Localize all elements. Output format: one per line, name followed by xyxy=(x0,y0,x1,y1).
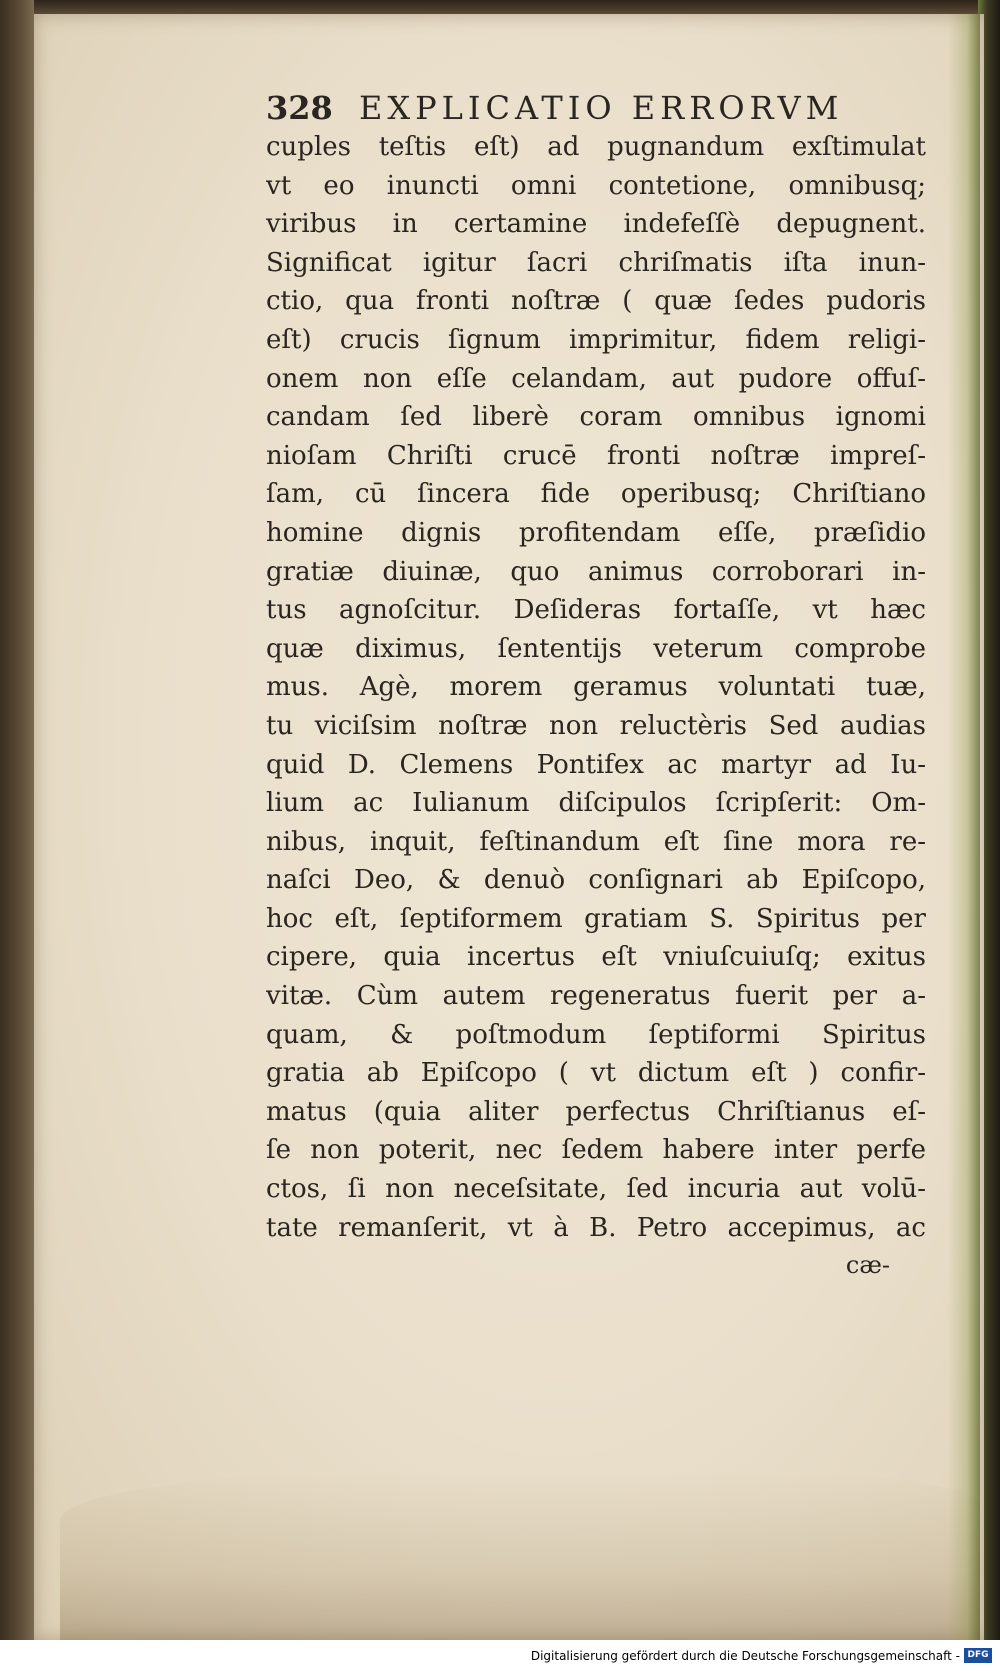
footer-strip xyxy=(0,1640,1000,1671)
text-line: tate remanſerit, vt à B. Petro accepimus, ac xyxy=(266,1212,926,1243)
text-line: quam, & poſtmodum ſeptiformi Spiritus xyxy=(266,1019,926,1050)
text-line: mus. Agè, morem geramus voluntati tuæ, xyxy=(266,672,926,703)
text-line: ctio, qua fronti noſtræ ( quæ ſedes pudoris xyxy=(266,286,926,317)
text-line: ctos, ſi non neceſsitate, ſed incuria aut volū- xyxy=(266,1174,926,1205)
book-edge-top xyxy=(0,0,1000,14)
running-head: EXPLICATIO ERRORVM xyxy=(358,89,844,127)
text-line: gratia ab Epiſcopo ( vt dictum eſt ) confir- xyxy=(266,1058,926,1089)
text-line: naſci Deo, & denuò conſignari ab Epiſcopo, xyxy=(266,865,926,896)
text-line: gratiæ diuinæ, quo animus corroborari in- xyxy=(266,556,926,587)
text-line: nibus, inquit, feſtinandum eſt ſine mora re- xyxy=(266,826,926,857)
book-edge-left xyxy=(0,0,34,1640)
text-line: ſe non poterit, nec ſedem habere inter perfe xyxy=(266,1135,926,1166)
text-line: candam ſed liberè coram omnibus ignomi xyxy=(266,402,926,433)
dfg-logo: DFG xyxy=(964,1648,992,1663)
text-line: onem non eſſe celandam, aut pudore offuſ- xyxy=(266,363,926,394)
text-line: homine dignis profitendam eſſe, præſidio xyxy=(266,517,926,548)
footer-credit: Digitalisierung gefördert durch die Deutsche Forschungsgemeinschaft - xyxy=(530,1649,960,1663)
text-line: eſt) crucis ſignum imprimitur, fidem religi- xyxy=(266,324,926,355)
page-edge-stain xyxy=(948,14,980,1640)
text-line: tu viciſsim noſtræ non reluctèris Sed audias xyxy=(266,710,926,741)
text-line: nioſam Chriſti crucē fronti noſtræ impreſ- xyxy=(266,440,926,471)
text-line: ſam, cū ſincera fide operibusq; Chriſtiano xyxy=(266,479,926,510)
body-text xyxy=(266,128,926,1247)
text-line: viribus in certamine indefeſſè depugnent. xyxy=(266,209,926,240)
text-line: cuples teſtis eſt) ad pugnandum exſtimulat xyxy=(266,132,926,162)
page-wear xyxy=(60,1470,980,1640)
text-line: hoc eſt, ſeptiformem gratiam S. Spiritus per xyxy=(266,903,926,934)
page-number: 328 xyxy=(266,89,333,127)
text-line: Significat igitur ſacri chriſmatis iſta inun- xyxy=(266,247,926,278)
text-line: matus (quia aliter perfectus Chriſtianus eſ- xyxy=(266,1096,926,1127)
page-header xyxy=(266,86,926,130)
text-line: tus agnoſcitur. Deſideras fortaſſe, vt hæc xyxy=(266,595,926,626)
text-line: quid D. Clemens Pontifex ac martyr ad Iu- xyxy=(266,749,926,780)
text-line: quæ diximus, ſententijs veterum comprobe xyxy=(266,633,926,664)
catchword: cæ- xyxy=(845,1251,890,1279)
text-line: cipere, quia incertus eſt vniuſcuiuſq; exitus xyxy=(266,942,926,973)
text-line: vt eo inuncti omni contetione, omnibusq; xyxy=(266,170,926,201)
text-line: vitæ. Cùm autem regeneratus fuerit per a- xyxy=(266,981,926,1012)
text-line: lium ac Iulianum diſcipulos ſcripſerit: Om- xyxy=(266,788,926,819)
